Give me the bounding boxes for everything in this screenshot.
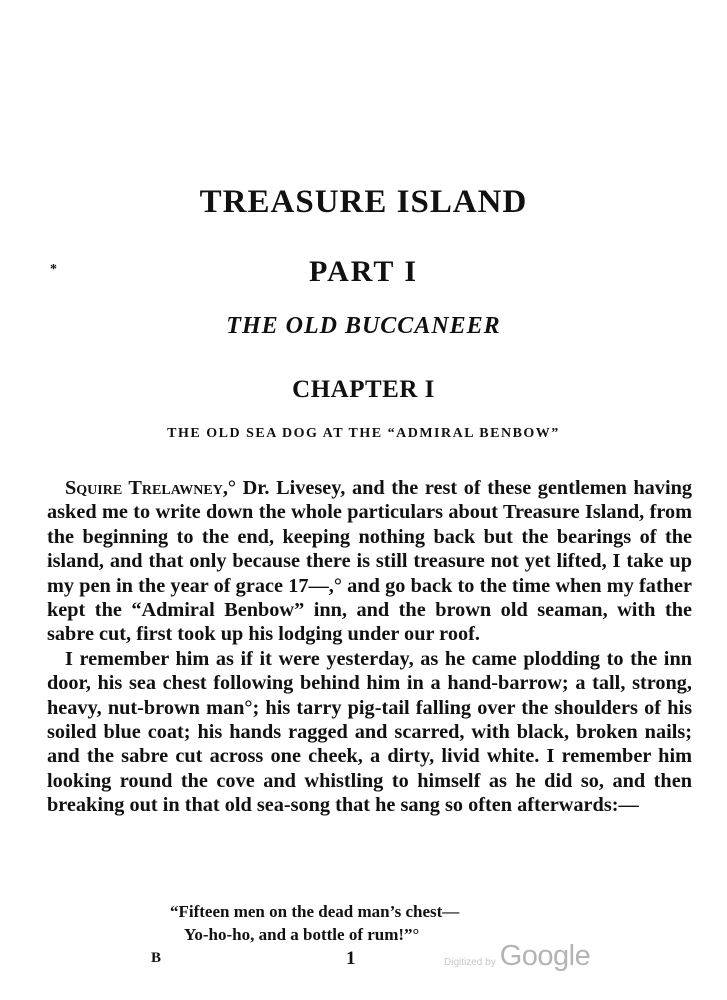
verse-line-2: Yo-ho-ho, and a bottle of rum!”° xyxy=(184,925,420,944)
chapter-number: CHAPTER I xyxy=(292,376,435,403)
paragraph-1-text: Dr. Livesey, and the rest of these gentlemen having asked me to write down the whole particulars about Treasure Island, from the beginning to the end, keeping nothing back but the bearings of the island, and that only because there is still treasure not yet lifted, I take up my pen in the year of grace 17—,° and go back to the time when my father kept the “Admiral Benbow” inn, and the brown old seaman, with the sabre cut, first took up his lodging under our roof. xyxy=(47,477,692,646)
part-title: PART I xyxy=(308,255,419,288)
chapter-body xyxy=(47,476,692,818)
digitization-watermark xyxy=(444,940,590,973)
signature-mark: B xyxy=(151,950,162,966)
paragraph-lead-words: Squire Trelawney,° xyxy=(65,477,237,499)
stray-print-mark: * xyxy=(50,262,57,277)
digitized-by-label: Digitized by xyxy=(444,957,496,968)
verse-line-1: “Fifteen men on the dead man’s chest— xyxy=(170,902,460,921)
digitizer-logo: Google xyxy=(499,940,591,972)
paragraph-2-text: I remember him as if it were yesterday, as he came plodding to the inn door, his sea chest following behind him in a hand-barrow; a tall, strong, heavy, nut-brown man°; his tarry pig-tail falling over the shoulders of his soiled blue coat; his hands ragged and scarred, with black, broken nails; and the sabre cut across one cheek, a dirty, livid white. I remember him looking round the cove and whistling to himself as he did so, and then breaking out in that old sea-song that he sang so often afterwards:— xyxy=(47,647,692,817)
paragraph-1 xyxy=(47,476,692,647)
part-subtitle: THE OLD BUCCANEER xyxy=(226,313,501,339)
paragraph-2 xyxy=(47,647,692,818)
chapter-title: THE OLD SEA DOG AT THE “ADMIRAL BENBOW” xyxy=(167,426,560,441)
book-title: TREASURE ISLAND xyxy=(199,184,528,220)
page-number: 1 xyxy=(346,948,356,969)
